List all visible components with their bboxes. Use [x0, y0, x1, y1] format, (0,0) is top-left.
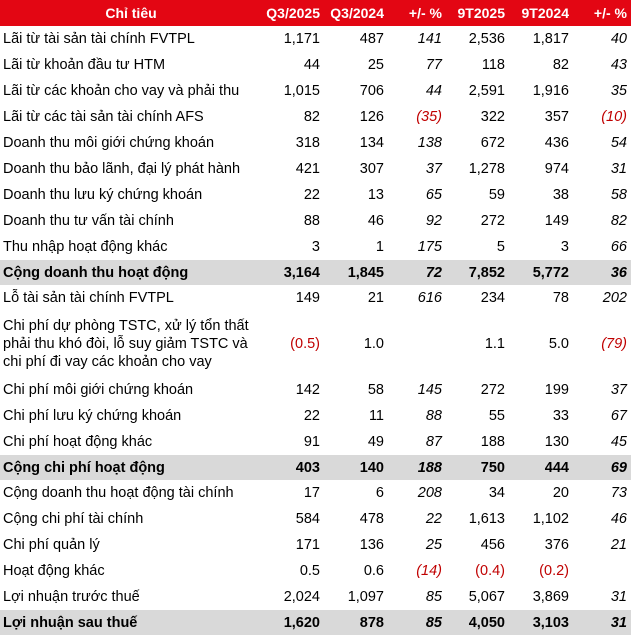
row-label: Cộng doanh thu hoạt động: [0, 260, 262, 285]
cell-q3-2024: 1,845: [324, 260, 388, 285]
row-label: Chi phí môi giới chứng khoán: [3, 382, 194, 398]
cell-9t2025: 59: [488, 187, 505, 203]
cell-q-change-pct: (35): [416, 109, 442, 125]
cell-q3-2024: 0.6: [363, 563, 384, 579]
header-q-change-pct: +/- %: [388, 0, 446, 26]
row-label: Lợi nhuận sau thuế: [0, 610, 262, 635]
table-body: [0, 26, 631, 635]
cell-9t2024: 5,772: [509, 260, 573, 285]
cell-q3-2024: 13: [367, 187, 384, 203]
cell-q3-2024: 878: [324, 610, 388, 635]
table-row: [0, 506, 631, 532]
cell-9t2025: 5,067: [468, 589, 505, 605]
cell-9t2025: 118: [481, 57, 505, 73]
cell-9t2025: 2,591: [468, 83, 505, 99]
table-row: [0, 584, 631, 610]
cell-q3-2025: 171: [295, 537, 320, 553]
row-label: Chi phí hoạt động khác: [3, 434, 153, 450]
cell-9t-change-pct: (10): [601, 109, 627, 125]
cell-q3-2024: 21: [367, 290, 384, 306]
cell-q3-2024: 1: [375, 239, 384, 255]
table-row: [0, 182, 631, 208]
table-row: [0, 26, 631, 52]
cell-q3-2025: 421: [295, 161, 320, 177]
cell-q3-2024: 6: [375, 485, 384, 501]
cell-9t-change-pct: [573, 558, 631, 584]
header-q3-2025: Q3/2025: [262, 0, 324, 26]
table-row: [0, 234, 631, 260]
cell-9t2025: 234: [480, 290, 505, 306]
row-label: Cộng chi phí tài chính: [3, 511, 144, 527]
cell-9t-change-pct: 58: [610, 187, 627, 203]
cell-9t2025: 272: [480, 213, 505, 229]
cell-q-change-pct: 85: [425, 589, 442, 605]
cell-9t2024: 5.0: [548, 336, 569, 352]
cell-q3-2025: 2,024: [283, 589, 320, 605]
cell-9t2025: 322: [480, 109, 505, 125]
cell-9t2025: 456: [480, 537, 505, 553]
cell-q3-2024: 706: [359, 83, 384, 99]
cell-9t-change-pct: 82: [610, 213, 627, 229]
table-row: [0, 130, 631, 156]
header-q3-2024: Q3/2024: [324, 0, 388, 26]
cell-q-change-pct: 44: [425, 83, 442, 99]
cell-9t2024: 436: [544, 135, 569, 151]
row-label: Lỗ tài sản tài chính FVTPL: [3, 290, 174, 306]
cell-q-change-pct: 87: [425, 434, 442, 450]
cell-q3-2024: 140: [324, 455, 388, 480]
cell-q-change-pct: 175: [417, 239, 442, 255]
cell-q3-2025: 1,171: [283, 31, 320, 47]
cell-q-change-pct: 145: [417, 382, 442, 398]
cell-q3-2024: 11: [368, 408, 384, 424]
cell-9t2024: 357: [544, 109, 569, 125]
cell-q3-2025: 3,164: [262, 260, 324, 285]
row-label: Lãi từ các khoản cho vay và phải thu: [3, 83, 240, 99]
cell-q3-2024: 307: [359, 161, 384, 177]
cell-q-change-pct: 208: [417, 485, 442, 501]
cell-q3-2025: 22: [303, 187, 320, 203]
row-label: Doanh thu môi giới chứng khoán: [3, 135, 215, 151]
cell-9t2024: 974: [544, 161, 569, 177]
table-row: [0, 377, 631, 403]
cell-q-change-pct: 37: [425, 161, 442, 177]
cell-9t2025: 2,536: [468, 31, 505, 47]
cell-9t2024: 3: [560, 239, 569, 255]
table-row: [0, 285, 631, 311]
cell-9t2024: 1,916: [532, 83, 569, 99]
cell-9t2024: 444: [509, 455, 573, 480]
cell-9t-change-pct: 202: [602, 290, 627, 306]
row-label: Lãi từ khoản đầu tư HTM: [3, 57, 166, 73]
cell-9t-change-pct: 36: [573, 260, 631, 285]
cell-q3-2024: 487: [359, 31, 384, 47]
row-label: Doanh thu lưu ký chứng khoán: [3, 187, 203, 203]
row-label: Cộng doanh thu hoạt động tài chính: [3, 485, 234, 501]
cell-q3-2024: 136: [359, 537, 384, 553]
cell-q3-2024: 1,097: [347, 589, 384, 605]
table-row: [0, 532, 631, 558]
table-row: [0, 52, 631, 78]
cell-9t-change-pct: 31: [573, 610, 631, 635]
cell-9t2025: 672: [480, 135, 505, 151]
cell-q3-2025: (0.5): [290, 336, 320, 352]
cell-9t2025: 1,278: [468, 161, 505, 177]
row-label: Chi phí quản lý: [3, 537, 100, 553]
row-label: Lợi nhuận trước thuế: [3, 589, 140, 605]
cell-9t2025: 272: [480, 382, 505, 398]
cell-q3-2024: 1.0: [363, 336, 384, 352]
cell-9t2024: 1,102: [532, 511, 569, 527]
row-label: Doanh thu bảo lãnh, đại lý phát hành: [3, 161, 241, 177]
cell-q-change-pct: 188: [388, 455, 446, 480]
cell-q-change-pct: 88: [425, 408, 442, 424]
cell-q3-2025: 1,015: [283, 83, 320, 99]
row-label: Thu nhập hoạt động khác: [3, 239, 168, 255]
cell-9t2024: 199: [544, 382, 569, 398]
table-row-total: [0, 260, 631, 285]
cell-q3-2025: 22: [303, 408, 320, 424]
cell-9t2024: 33: [552, 408, 569, 424]
cell-9t2024: 149: [544, 213, 569, 229]
table-row: [0, 208, 631, 234]
cell-9t2024: 38: [552, 187, 569, 203]
cell-9t-change-pct: 43: [610, 57, 627, 73]
cell-q3-2025: 0.5: [299, 563, 320, 579]
cell-9t-change-pct: 69: [573, 455, 631, 480]
table-row: [0, 558, 631, 584]
cell-9t2025: 1,613: [468, 511, 505, 527]
cell-9t2024: 1,817: [532, 31, 569, 47]
cell-9t2025: 7,852: [446, 260, 509, 285]
table-row-total: [0, 610, 631, 635]
cell-q3-2025: 82: [303, 109, 320, 125]
cell-q3-2025: 149: [295, 290, 320, 306]
cell-q-change-pct: 22: [425, 511, 442, 527]
cell-q3-2025: 91: [303, 434, 320, 450]
cell-q3-2024: 58: [367, 382, 384, 398]
row-label: Chi phí dự phòng TSTC, xử lý tổn thất phải thu khó đòi, lỗ suy giảm TSTC và chi phí đi vay các khoản cho vay: [3, 318, 249, 370]
cell-q-change-pct: 92: [425, 213, 442, 229]
cell-9t-change-pct: 67: [610, 408, 627, 424]
cell-9t-change-pct: 37: [610, 382, 627, 398]
cell-9t-change-pct: 54: [610, 135, 627, 151]
row-label: Chi phí lưu ký chứng khoán: [3, 408, 182, 424]
cell-9t-change-pct: 73: [610, 485, 627, 501]
cell-q-change-pct: 72: [388, 260, 446, 285]
cell-q-change-pct: 65: [425, 187, 442, 203]
cell-9t2025: 55: [488, 408, 505, 424]
table-row: [0, 403, 631, 429]
cell-q3-2024: 478: [359, 511, 384, 527]
cell-9t-change-pct: 40: [610, 31, 627, 47]
cell-q3-2025: 88: [303, 213, 320, 229]
row-label: Doanh thu tư vấn tài chính: [3, 213, 174, 229]
cell-q3-2025: 3: [311, 239, 320, 255]
table-row: [0, 480, 631, 506]
cell-q-change-pct: 25: [425, 537, 442, 553]
cell-9t-change-pct: 46: [610, 511, 627, 527]
cell-q-change-pct: 85: [388, 610, 446, 635]
cell-q3-2024: 46: [367, 213, 384, 229]
cell-q3-2025: 318: [295, 135, 320, 151]
cell-q-change-pct: 141: [417, 31, 442, 47]
cell-9t2025: 5: [496, 239, 505, 255]
header-9t2024: 9T2024: [509, 0, 573, 26]
cell-q3-2025: 142: [295, 382, 320, 398]
header-indicator: Chỉ tiêu: [0, 0, 262, 26]
cell-9t2025: 34: [488, 485, 505, 501]
header-9t2025: 9T2025: [446, 0, 509, 26]
row-label: Lãi từ tài sản tài chính FVTPL: [3, 31, 195, 47]
cell-q-change-pct: 77: [425, 57, 442, 73]
header-9t-change-pct: +/- %: [573, 0, 631, 26]
cell-9t-change-pct: 31: [610, 161, 627, 177]
cell-9t2025: 1.1: [484, 336, 505, 352]
cell-9t2024: 130: [544, 434, 569, 450]
header-row: [0, 0, 631, 26]
cell-9t2024: 78: [552, 290, 569, 306]
table-row-total: [0, 455, 631, 480]
row-label: Lãi từ các tài sản tài chính AFS: [3, 109, 204, 125]
cell-9t2025: 188: [480, 434, 505, 450]
cell-q3-2024: 25: [367, 57, 384, 73]
cell-9t-change-pct: 66: [610, 239, 627, 255]
cell-9t2025: 750: [446, 455, 509, 480]
cell-q3-2024: 49: [367, 434, 384, 450]
cell-9t-change-pct: 45: [610, 434, 627, 450]
table-row: [0, 104, 631, 130]
table-row: [0, 78, 631, 104]
table-row: [0, 156, 631, 182]
cell-q-change-pct: [388, 311, 446, 377]
row-label: Cộng chi phí hoạt động: [0, 455, 262, 480]
cell-9t2024: 3,103: [509, 610, 573, 635]
cell-9t2024: 3,869: [532, 589, 569, 605]
cell-q-change-pct: 616: [417, 290, 442, 306]
cell-9t2025: 4,050: [446, 610, 509, 635]
cell-9t-change-pct: (79): [601, 336, 627, 352]
cell-9t2024: 376: [544, 537, 569, 553]
cell-q3-2024: 126: [359, 109, 384, 125]
cell-9t2025: (0.4): [475, 563, 505, 579]
row-label: Hoạt động khác: [3, 563, 105, 579]
cell-q3-2025: 584: [295, 511, 320, 527]
cell-q-change-pct: 138: [417, 135, 442, 151]
cell-q3-2025: 1,620: [262, 610, 324, 635]
table-row: [0, 311, 631, 377]
cell-9t2024: 82: [552, 57, 569, 73]
cell-9t-change-pct: 35: [610, 83, 627, 99]
cell-9t2024: (0.2): [539, 563, 569, 579]
cell-q3-2025: 17: [303, 485, 320, 501]
cell-q3-2025: 403: [262, 455, 324, 480]
table-row: [0, 429, 631, 455]
cell-q3-2025: 44: [303, 57, 320, 73]
cell-9t2024: 20: [552, 485, 569, 501]
cell-9t-change-pct: 21: [610, 537, 627, 553]
cell-q-change-pct: (14): [416, 563, 442, 579]
cell-9t-change-pct: 31: [610, 589, 627, 605]
cell-q3-2024: 134: [359, 135, 384, 151]
